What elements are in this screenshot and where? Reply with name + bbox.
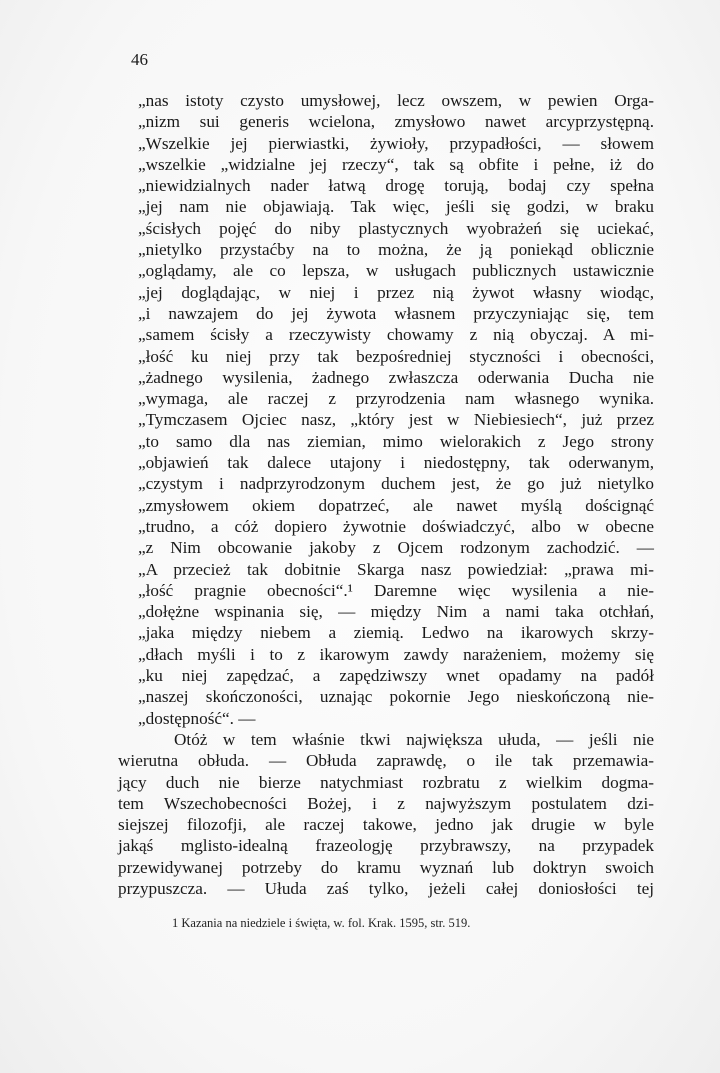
text-line: „trudno, a cóż dopiero żywotnie doświadczyć, albo w obecne: [138, 516, 654, 536]
text-line: „ścisłych pojęć do niby plastycznych wyobrażeń się uciekać,: [138, 218, 654, 238]
text-line: „łość ku niej przy tak bezpośredniej styczności i obecności,: [138, 346, 654, 366]
body-paragraph: [118, 729, 654, 899]
text-line: siejszej filozofji, ale raczej takowe, jedno jak drugie w byle: [118, 815, 654, 835]
text-line: „naszej skończoności, uznając pokornie Jego nieskończoną nie-: [138, 687, 654, 707]
text-line: jakąś mglisto-idealną frazeologję przybrawszy, na przypadek: [118, 836, 654, 856]
text-line: „A przecież tak dobitnie Skarga nasz powiedział: „prawa mi-: [138, 559, 654, 579]
text-line: „ku niej zapędzać, a zapędziwszy wnet opadamy na padół: [138, 666, 654, 686]
text-line: „jej doglądając, w niej i przez nią żywot własny wiodąc,: [138, 282, 654, 302]
text-line: „dostępność“. —: [138, 708, 256, 728]
text-line: „wszelkie „widzialne jej rzeczy“, tak są obfite i pełne, iż do: [138, 154, 654, 174]
text-line: „nas istoty czysto umysłowej, lecz owszem, w pewien Orga-: [138, 91, 654, 110]
text-line: Otóż w tem właśnie tkwi największa ułuda, — jeśli nie: [174, 729, 654, 749]
text-line: „to samo dla nas ziemian, mimo wielorakich z Jego strony: [138, 431, 654, 451]
text-line: „łość pragnie obecności“.¹ Daremne więc wysilenia a nie-: [138, 580, 654, 600]
text-line: „nietylko przystaćby na to można, że ją poniekąd oblicznie: [138, 240, 654, 260]
text-line: „dołężne wspinania się, — między Nim a nami taka otchłań,: [138, 602, 654, 622]
text-line: „z Nim obcowanie jakoby z Ojcem rodzonym zachodzić. —: [138, 538, 654, 558]
text-line: „samem ścisły a rzeczywisty chowamy z nią obyczaj. A mi-: [138, 325, 654, 345]
text-line: przypuszcza. — Ułuda zaś tylko, jeżeli całej doniosłości tej: [118, 878, 654, 898]
text-line: „niewidzialnych nader łatwą drogę torują, bodaj czy spełna: [138, 176, 654, 196]
text-line: tem Wszechobecności Bożej, i z najwyższym postulatem dzi-: [118, 793, 654, 813]
page-number: 46: [131, 50, 148, 69]
text-line: „oglądamy, ale co lepsza, w usługach publicznych ustawicznie: [138, 261, 654, 281]
text-line: „i nawzajem do jej żywota własnem przyczyniając się, tem: [138, 303, 654, 323]
text-line: „zmysłowem okiem dopatrzeć, ale nawet myślą doścignąć: [138, 495, 654, 515]
text-line: „Wszelkie jej pierwiastki, żywioły, przypadłości, — słowem: [138, 133, 654, 153]
text-line: jący duch nie bierze natychmiast rozbratu z wielkim dogma-: [118, 772, 654, 792]
text-line: „jaka między niebem a ziemią. Ledwo na ikarowych skrzy-: [138, 623, 654, 643]
text-line: wierutna obłuda. — Obłuda zaprawdę, o ile tak przemawia-: [118, 751, 654, 771]
text-block: [118, 90, 654, 899]
text-line: przewidywanej potrzeby do kramu wyznań lub doktryn swoich: [118, 857, 654, 877]
text-line: „wymaga, ale raczej z przyrodzenia nam własnego wynika.: [138, 389, 654, 409]
text-line: „czystym i nadprzyrodzonym duchem jest, że go już nietylko: [138, 474, 654, 494]
footnote: 1 Kazania na niedziele i święta, w. fol. Krak. 1595, str. 519.: [172, 916, 471, 930]
quoted-passage: [118, 90, 654, 729]
text-line: „jej nam nie objawiają. Tak więc, jeśli się godzi, w braku: [138, 197, 654, 217]
text-line: „Tymczasem Ojciec nasz, „który jest w Niebiesiech“, już przez: [138, 410, 654, 430]
text-line: „dłach myśli i to z ikarowym zawdy narażeniem, możemy się: [138, 644, 654, 664]
text-line: „objawień tak dalece utajony i niedostępny, tak oderwanym,: [138, 453, 654, 473]
text-line: „żadnego wysilenia, żadnego zwłaszcza oderwania Ducha nie: [138, 367, 654, 387]
text-line: „nizm sui generis wcielona, zmysłowo nawet arcyprzystępną.: [138, 112, 654, 132]
